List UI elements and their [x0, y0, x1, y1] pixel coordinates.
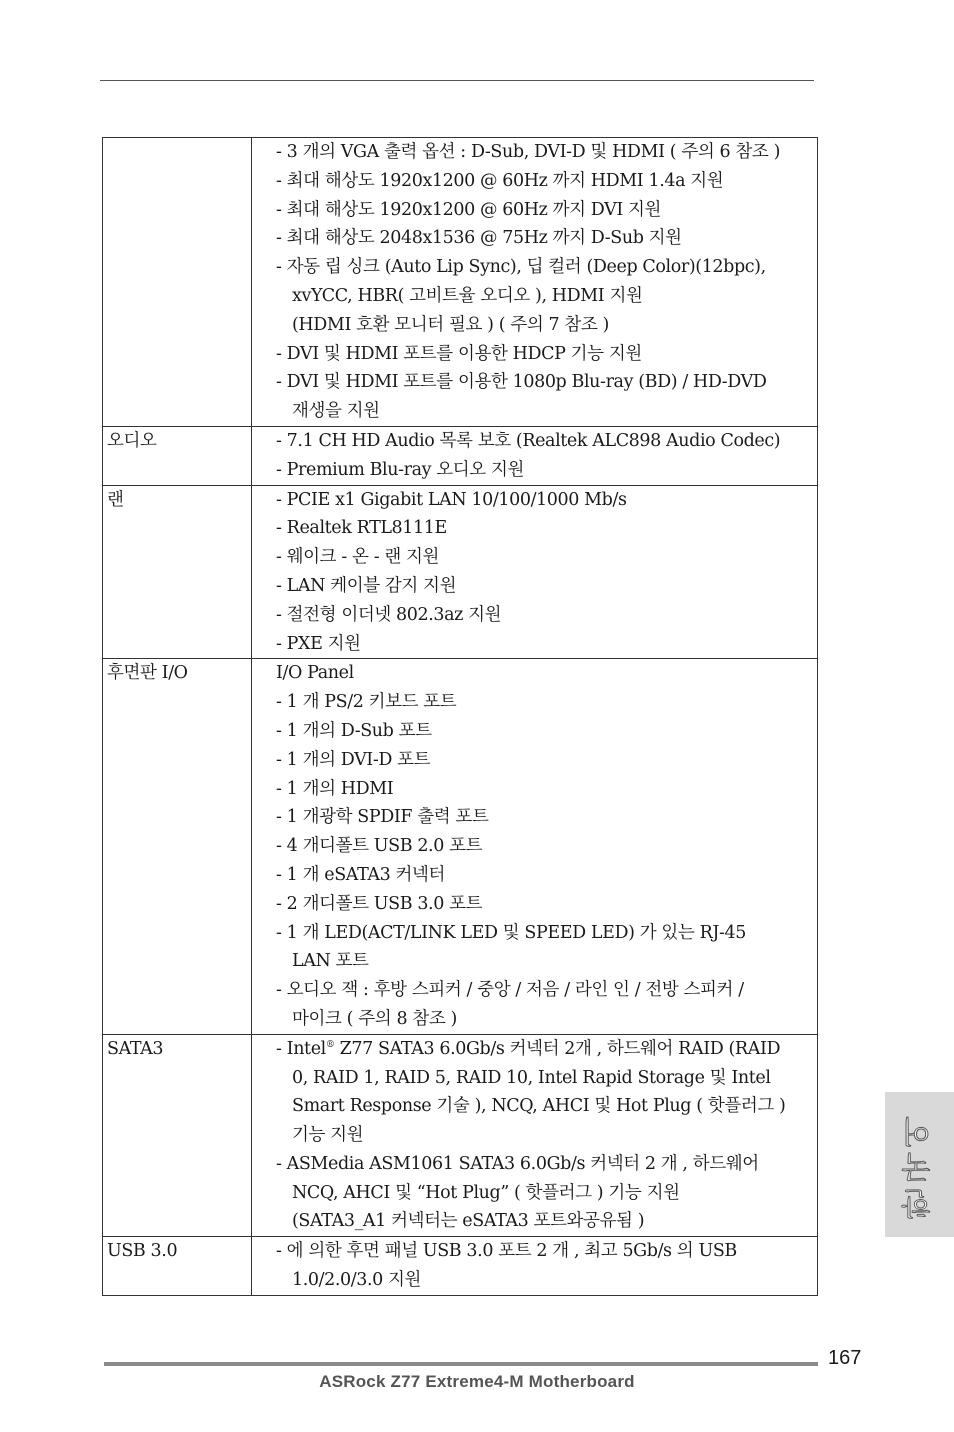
spec-line: - Premium Blu-ray 오디오 지원	[276, 459, 524, 480]
language-side-tab	[885, 1092, 954, 1237]
spec-line: LAN 포트	[292, 951, 369, 972]
spec-label: 랜	[107, 489, 124, 510]
spec-label-cell	[103, 659, 252, 1034]
spec-row	[103, 1034, 818, 1237]
spec-line: (SATA3_A1 커넥터는 eSATA3 포트와공유됨 )	[292, 1211, 645, 1232]
spec-line: - 2 개디폴트 USB 3.0 포트	[276, 893, 483, 914]
spec-line: - 7.1 CH HD Audio 목록 보호 (Realtek ALC898 Audio Codec)	[276, 430, 781, 451]
spec-line: NCQ, AHCI 및 “Hot Plug” ( 핫플러그 ) 기능 지원	[292, 1182, 680, 1203]
spec-label-cell	[103, 1237, 252, 1296]
spec-line: 0, RAID 1, RAID 5, RAID 10, Intel Rapid Storage 및 Intel	[292, 1067, 771, 1088]
spec-content-cell	[252, 1237, 818, 1296]
spec-content-cell	[252, 485, 818, 659]
footer-rule	[104, 1362, 818, 1366]
spec-line: - Realtek RTL8111E	[276, 518, 447, 539]
spec-content-cell	[252, 659, 818, 1034]
spec-line: - 최대 해상도 1920x1200 @ 60Hz 까지 HDMI 1.4a 지원	[276, 170, 724, 191]
header-rule	[100, 80, 814, 81]
spec-line: 1.0/2.0/3.0 지원	[292, 1270, 422, 1291]
spec-line: - 1 개의 DVI-D 포트	[276, 749, 431, 770]
spec-line: - PCIE x1 Gigabit LAN 10/100/1000 Mb/s	[276, 489, 627, 510]
spec-line: - 오디오 잭 : 후방 스피커 / 중앙 / 저음 / 라인 인 / 전방 스피커 /	[276, 980, 744, 1001]
spec-line: - ASMedia ASM1061 SATA3 6.0Gb/s 커넥터 2 개 , 하드웨어	[276, 1153, 759, 1174]
footer-title: ASRock Z77 Extreme4-M Motherboard	[319, 1372, 635, 1391]
spec-line: - 1 개 LED(ACT/LINK LED 및 SPEED LED) 가 있는 RJ-45	[276, 922, 746, 943]
spec-label: SATA3	[107, 1038, 164, 1059]
spec-label: USB 3.0	[107, 1241, 178, 1262]
spec-row	[103, 1237, 818, 1296]
spec-content-cell	[252, 426, 818, 485]
spec-line: - 1 개 eSATA3 커넥터	[276, 864, 446, 885]
spec-line: - 에 의한 후면 패널 USB 3.0 포트 2 개 , 최고 5Gb/s 의 USB	[276, 1241, 737, 1262]
spec-line: - 최대 해상도 1920x1200 @ 60Hz 까지 DVI 지원	[276, 199, 662, 220]
spec-line: - 1 개의 HDMI	[276, 778, 394, 799]
spec-label-cell	[103, 1034, 252, 1237]
spec-label: 후면판 I/O	[107, 663, 188, 684]
spec-line: - 최대 해상도 2048x1536 @ 75Hz 까지 D-Sub 지원	[276, 228, 682, 249]
spec-row	[103, 659, 818, 1034]
spec-row	[103, 426, 818, 485]
spec-label	[107, 138, 251, 167]
spec-line: 재생을 지원	[292, 401, 380, 422]
spec-line: - 1 개 PS/2 키보드 포트	[276, 692, 457, 713]
spec-line: - 1 개의 D-Sub 포트	[276, 720, 432, 741]
spec-row	[103, 485, 818, 659]
spec-content-cell	[252, 138, 818, 427]
spec-content-cell	[252, 1034, 818, 1237]
spec-line: - PXE 지원	[276, 633, 361, 654]
spec-line: - LAN 케이블 감지 지원	[276, 575, 457, 596]
spec-row	[103, 138, 818, 427]
spec-line: - DVI 및 HDMI 포트를 이용한 HDCP 기능 지원	[276, 343, 642, 364]
spec-line: Smart Response 기술 ), NCQ, AHCI 및 Hot Plug ( 핫플러그 )	[292, 1096, 786, 1117]
spec-line: - 자동 립 싱크 (Auto Lip Sync), 딥 컬러 (Deep Color)(12bpc),	[276, 257, 766, 278]
spec-line: xvYCC, HBR( 고비트율 오디오 ), HDMI 지원	[292, 285, 643, 306]
spec-line: I/O Panel	[276, 663, 354, 684]
spec-line: - 웨이크 - 온 - 랜 지원	[276, 547, 440, 568]
spec-line: - Intel® Z77 SATA3 6.0Gb/s 커넥터 2개 , 하드웨어 RAID (RAID	[276, 1038, 781, 1059]
spec-label-cell	[103, 485, 252, 659]
spec-line: - 4 개디폴트 USB 2.0 포트	[276, 836, 483, 857]
spec-line: - 절전형 이더넷 802.3az 지원	[276, 604, 502, 625]
spec-label-cell	[103, 426, 252, 485]
spec-table	[102, 137, 818, 1296]
spec-line: - 1 개광학 SPDIF 출력 포트	[276, 807, 489, 828]
spec-line: (HDMI 호환 모니터 필요 ) ( 주의 7 참조 )	[292, 314, 609, 335]
language-tab-label: 한국어	[901, 1110, 937, 1219]
spec-line: - 3 개의 VGA 출력 옵션 : D-Sub, DVI-D 및 HDMI ( 주의 6 참조 )	[276, 142, 781, 162]
spec-line: - DVI 및 HDMI 포트를 이용한 1080p Blu-ray (BD) / HD-DVD	[276, 372, 767, 393]
spec-line: 기능 지원	[292, 1125, 364, 1146]
spec-label-cell	[103, 138, 252, 427]
spec-label: 오디오	[107, 430, 157, 451]
page-number: 167	[828, 1347, 862, 1369]
spec-line: 마이크 ( 주의 8 참조 )	[292, 1008, 457, 1029]
